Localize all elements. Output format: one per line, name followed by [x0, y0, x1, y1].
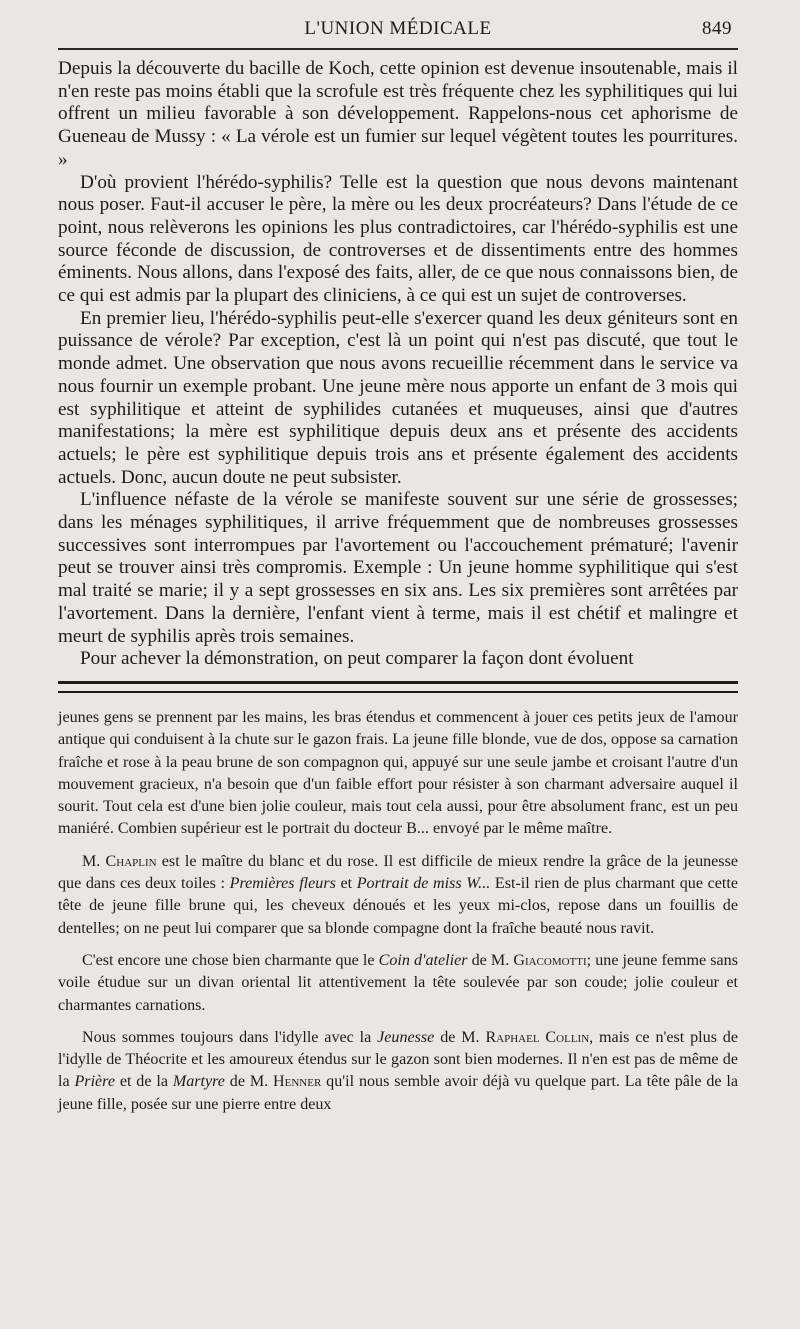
- artwork-title: Premières fleurs: [229, 875, 336, 893]
- painter-name: M. Giacomotti: [490, 951, 587, 969]
- paragraph-demonstration: Pour achever la démonstration, on peut comparer la façon dont évoluent: [80, 648, 634, 670]
- journal-title: L'UNION MÉDICALE: [304, 18, 492, 39]
- artwork-title: Jeunesse: [377, 1028, 435, 1046]
- artwork-title: Prière: [74, 1073, 115, 1091]
- article-body: [58, 58, 738, 671]
- feuilleton-paragraph-1: jeunes gens se prennent par les mains, les bras étendus et commencent à jouer ces petits jeux de l'amour antique qui conduisent à la chute sur le gazon frais. La jeune fille blonde, vue de dos, oppose sa carnation fraîche et rose à la peau brune de son compagnon qui, appuyé sur une seule jambe et croisant l'autre d'un mouvement gracieux, n'a besoin que d'un faible effort pour résister à son charmant adversaire auquel il sourit. Tout cela est d'une bien jolie couleur, mais tout cela aussi, pour être absolument franc, est un peu maniéré. Combien supérieur est le portrait du docteur B... envoyé par le même maître.: [58, 708, 738, 838]
- running-head: [58, 14, 738, 44]
- painter-name: M. Chaplin: [82, 852, 157, 870]
- page-number: 849: [702, 18, 732, 39]
- header-rule: [58, 48, 738, 50]
- paragraph-pregnancies: L'influence néfaste de la vérole se manifeste souvent sur une série de grossesses; dans les ménages syphilitiques, il arrive fréquemment que de nombreuses grossesses successives sont interrompues par l'avortement ou l'accouchement prématuré; l'avenir peut se trouver ainsi très compromis. Exemple : Un jeune homme syphilitique qui s'est mal traité se marie; il y a sept grossesses en six ans. Les six premières sont arrêtées par l'avortement. Dans la dernière, l'enfant vient à terme, mais il est chétif et malingre et meurt de syphilis après trois semaines.: [58, 489, 738, 647]
- feuilleton-section: [58, 707, 738, 1116]
- artwork-title: Martyre: [172, 1073, 225, 1091]
- artwork-title: Portrait de miss W...: [356, 875, 491, 893]
- paragraph-origin-question: D'où provient l'hérédo-syphilis? Telle est la question que nous devons maintenant nous poser. Faut-il accuser le père, la mère ou les deux procréateurs? Dans l'étude de ce point, nous relèverons les opinions les plus contradictoires, car l'hérédo-syphilis est une source féconde de discussion, de controverses et de dissentiments entre des hommes éminents. Nous allons, dans l'exposé des faits, aller, de ce que nous connaissons bien, de ce qui est admis par la plupart des cliniciens, à ce qui est un sujet de controverses.: [58, 171, 738, 307]
- painter-name: M. Raphael Collin: [461, 1028, 590, 1046]
- feuilleton-paragraph-collin: Nous sommes toujours dans l'idylle avec la Jeunesse de M. Raphael Collin, mais ce n'est plus de l'idylle de Théocrite et les amoureux étendus sur le gazon sont bien modernes. Il n'en est pas de même de la Prière et de la Martyre de M. Henner qu'il nous semble avoir déjà vu quelque part. La tête pâle de la jeune fille, posée sur une pierre entre deux: [58, 1028, 739, 1113]
- paragraph-both-parents: En premier lieu, l'hérédo-syphilis peut-elle s'exercer quand les deux géniteurs sont en puissance de vérole? Par exception, c'est là un point qui n'est pas discuté, que tout le monde admet. Une observation que nous avons recueillie récemment dans le service va nous fournir un exemple probant. Une jeune mère nous apporte un enfant de 3 mois qui est syphilitique et atteint de syphilides cutanées et muqueuses, ainsi que d'autres manifestations; la mère est syphilitique depuis deux ans et présente des accidents actuels; le père est syphilitique depuis trois ans et présente également des accidents actuels. Donc, aucun doute ne peut subsister.: [58, 307, 738, 488]
- feuilleton-rule: [58, 681, 738, 693]
- painter-name: M. Henner: [249, 1073, 322, 1091]
- feuilleton-paragraph-giacomotti: C'est encore une chose bien charmante que le Coin d'atelier de M. Giacomotti; une jeune femme sans voile étudue sur un divan oriental lit attentivement la tête soulevée par son coude; jolie couleur et charmantes carnations.: [58, 951, 738, 1014]
- feuilleton-paragraph-chaplin: M. Chaplin est le maître du blanc et du rose. Il est difficile de mieux rendre la grâce de la jeunesse que dans ces deux toiles : Premières fleurs et Portrait de miss W... Est-il rien de plus charmant que cette tête de jeune fille brune qui, les cheveux dénoués et les yeux mi-clos, repose dans un fouillis de dentelles; on ne peut lui comparer que sa blonde compagne dont la fraîche beauté nous ravit.: [58, 852, 738, 937]
- artwork-title: Coin d'atelier: [378, 951, 468, 969]
- paragraph-koch: Depuis la découverte du bacille de Koch, cette opinion est devenue insoutenable, mais il n'en reste pas moins établi que la scrofule est très fréquente chez les syphilitiques qui lui offrent un milieu favorable à son développement. Rappelons-nous cet aphorisme de Gueneau de Mussy : « La vérole est un fumier sur lequel végètent toutes les pourritures. »: [58, 58, 738, 170]
